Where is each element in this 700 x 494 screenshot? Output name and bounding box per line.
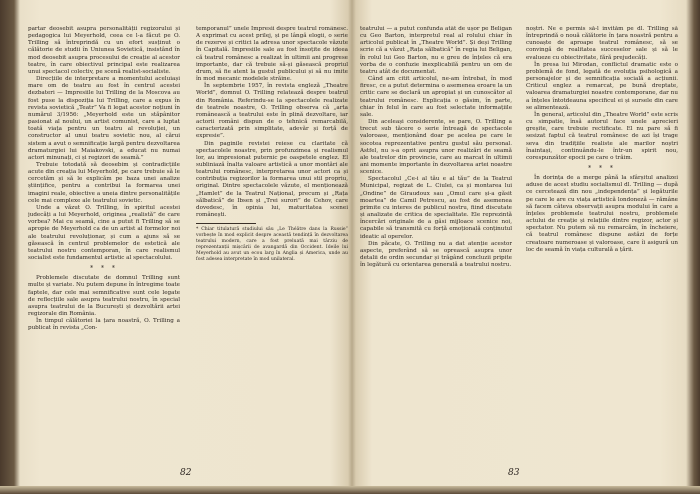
paragraph: temporanul” unele Impresii despre teatrul românesc. A exprimat cu acest prilej, și pe lângă elogii, o serie de rezerve și critici la adresa unor spectacole văzute în Capitală. Impresiile sale au fost însoțite de ideea că teatrul românesc a realizat în ultimii ani progrese importante, dar că trebuie să-și găsească propriul drum, să fie atent la gustul publicului și să nu imite în mod mecanic modelele străine. xyxy=(196,26,348,83)
paragraph: În septembrie 1957, în revista engleză „Theatre World”, domnul O. Trilling relatează despre teatrul din România. Referindu-se la spectacolele realizate de teatrele noastre, O. Trilling observa că „arta românească a teatrului este în plină dezvoltare, iar actorii români dispun de o tehnică remarcabilă, caracterizată prin simplitate, adevăr și forță de expresie”. xyxy=(196,83,348,140)
right-page-column-2 xyxy=(526,26,678,456)
page-number-left: 82 xyxy=(180,468,192,478)
paragraph: Spectacolul „Ce-i al tău e al tău” de la Teatrul Municipal, regizat de L. Ciulei, ca și montarea lui „Ondine” de Giraudoux sau „Omul care și-a găsit moartea” de Camil Petrescu, au fost de asemenea primite cu interes de publicul nostru, fiind discutate și analizate de critica de specialitate. Ele reprezintă încercări originale de a găsi mijloace scenice noi, capabile să transmită cu forță emoțională conținutul ideatic al operelor. xyxy=(360,176,512,240)
page-number-right: 83 xyxy=(508,468,520,478)
paragraph: Unde a văzut O. Trilling, în spiritul acestei judecăți a lui Meyerhold, originea „realistă” de care vorbea? Mai cu seamă, cine a putut fi Trilling să se apropie de Meyerhold ca de un artist al formelor noi ale teatrului revoluționar, și cum a ajuns să se găsească în centrul problemelor de estetică ale teatrului nostru contemporan, în care realismul socialist este fundamentul artistic al spectacolului. xyxy=(28,204,180,261)
book-bottom-edge xyxy=(0,486,700,494)
paragraph: Din aceleași considerente, se pare, O. Trilling a trecut sub tăcere o serie întreagă de spectacole valoroase, menționând doar pe acelea pe care le socotea reprezentative pentru gustul său personal. Astfel, nu s-a oprit asupra unor realizări de seamă ale teatrelor din provincie, care au marcat în ultimii ani momente importante în dezvoltarea artei noastre scenice. xyxy=(360,119,512,176)
section-separator: * * * xyxy=(588,164,616,172)
paragraph: În general, articolul din „Theatre World” este scris cu simpatie, însă autorul face unele aprecieri greșite, care trebuie rectificate. El nu pare să fi sesizat faptul că teatrul românesc de azi își trage seva din tradițiile realiste ale marilor noștri înaintași, continuându-le într-un spirit nou, corespunzător epocii pe care o trăim. xyxy=(526,111,678,161)
paragraph: Din paginile revistei reiese cu claritate că spectacolele noastre, prin profunzimea și realismul lor, au impresionat puternic pe oaspetele englez. El subliniază înalta valoare artistică a unor montări ale teatrului românesc, interpretarea unor actori ca și contribuția regizorilor la formarea unui stil propriu, original. Dintre spectacolele văzute, el menționează „Hamlet” de la Teatrul Național, precum și „Rața sălbatică” de Ibsen și „Trei surori” de Cehov, care dovedesc, în opinia lui, maturitatea scenei românești. xyxy=(196,140,348,219)
paragraph: Problemele discutate de domnul Trilling sunt multe și variate. Nu putem depune în întregime toate faptele, dar cele mai semnificative sunt cele legate de reflecțiile sale asupra teatrului nostru, în special asupra teatrului de la București și dezvoltării artei regizorale din România. xyxy=(28,275,180,318)
paragraph: teatrului — a putut confunda atât de ușor pe Beligan cu Geo Barton, interpretul real al rolului chiar în articolul publicat în „Theatre World”. Și deși Trilling scrie că a văzut „Rața sălbatică” în regia lui Beligan, în rolul lui Geo Barton, nu e greu de înțeles că era vorba de o confuzie inexplicabilă pentru un om de teatru atât de documentat. xyxy=(360,26,512,75)
footnote-rule xyxy=(196,223,256,224)
paragraph: partar deosebit asupra personalității regizorului și pedagogica lui Meyerhold, ceea ce l-a făcut pe O. Trilling să întreprindă cu un efort susținut o călătorie de studii în Uniunea Sovietică, insistând în mod deosebit asupra procesului de creație al acestor teatre, în care obiectivul principal este realizarea unui spectacol colectiv, pe scenă realist-socialiste. xyxy=(28,26,180,75)
left-page xyxy=(28,26,348,458)
left-page-column-2 xyxy=(196,26,348,456)
left-page-column-1 xyxy=(28,26,180,456)
paragraph: Din păcate, O. Trilling nu a dat atenție acestor aspecte, preferând să se oprească asupra unor detalii de ordin secundar și trăgând concluzii pripite în legătură cu orientarea generală a teatrului nostru. xyxy=(360,240,512,269)
right-page-column-1 xyxy=(360,26,512,456)
paragraph: Trebuie totodată să deosebim și contradicțiile acute din creația lui Meyerhold, pe care trebuie să le cercetăm și să le explicăm pe baza unei analize științifice, pentru a contribui la formarea unei imagini reale, obiective a uneia dintre personalitățile cele mai complexe ale teatrului sovietic. xyxy=(28,161,180,204)
paragraph: Direcțiile de interpretare a momentului aceluiași mare om de teatru au fost în centrul acestei dezbateri — Impresiile lui Trilling de la Moscova au fost puse la dispoziția lui Trilling, care a expus în revista sovietică „Teatr” Va fi legat acestor noțiuni în numărul 3/1956: „Meyerhold este un stăpânitor pasionat al noului, un artist comunist, care a luptat toată viața pentru un teatru al revoluției, un constructor al unui teatru sovietic nou, al cărui sistem a avut o semnificație largă pentru dezvoltarea dramaturgiei lui Maiakovski, a educat nu numai actori minunați, ci și regizori de seamă.” xyxy=(28,76,180,161)
paragraph: În timpul călătoriei la țara noastră, O. Trilling a publicat în revista „Con- xyxy=(28,318,180,332)
paragraph: noștri. Ne e permis să-l invităm pe dl. Trilling să întreprindă o nouă călătorie în țara noastră pentru a cunoaște de aproape teatrul românesc, să se convingă de realitatea succeselor sale și să le evalueze cu obiectivitate, fără prejudecăți. xyxy=(526,26,678,61)
paragraph: În dorința de a merge până la sfârșitul analizei aduse de acest studiu socialismul dl. Trilling — după ce cercetează din nou „independența” și legăturile pe care le are cu viața artistică londoneză — rămâne să facem câteva observații asupra modului în care a înțeles problemele teatrului nostru, problemele actului de creație și relațiile dintre regizor, actor și spectator. Nu putem să nu remarcăm, în încheiere, că teatrul românesc dispune astăzi de forțe creatoare numeroase și valoroase, care îi asigură un loc de seamă în viața culturală a țării. xyxy=(526,175,678,253)
section-separator: * * * xyxy=(90,265,118,273)
paragraph: În presa lui Mirodan, conflictul dramatic este o problemă de fond, legată de evoluția psihologică a personajelor și de semnificația socială a acțiunii. Criticul englez a remarcat, pe bună dreptate, valoarea dramaturgiei noastre contemporane, dar nu a înțeles întotdeauna specificul ei și sursele din care se alimentează. xyxy=(526,61,678,111)
footnote: * Chiar titulatură studiului său „Le Théâtre dans la Russie” vorbește în mod explicit despre această tendință în dezvoltarea teatrului modern, care a fost preluată mai târziu de reprezentanții mișcării de avangardă din Occident. Ideile lui Meyerhold au avut un ecou larg în Anglia și America, unde au fost adesea interpretate în mod unilateral. xyxy=(196,227,348,262)
right-page xyxy=(360,26,678,458)
paragraph: Când am citit articolul, ne-am întrebat, în mod firesc, ce a putut determina o asemenea eroare la un critic care se declară un apropiat și un cunoscător al teatrului românesc. Explicația o găsim, în parte, chiar în felul în care au fost selectate informațiile sale. xyxy=(360,76,512,118)
